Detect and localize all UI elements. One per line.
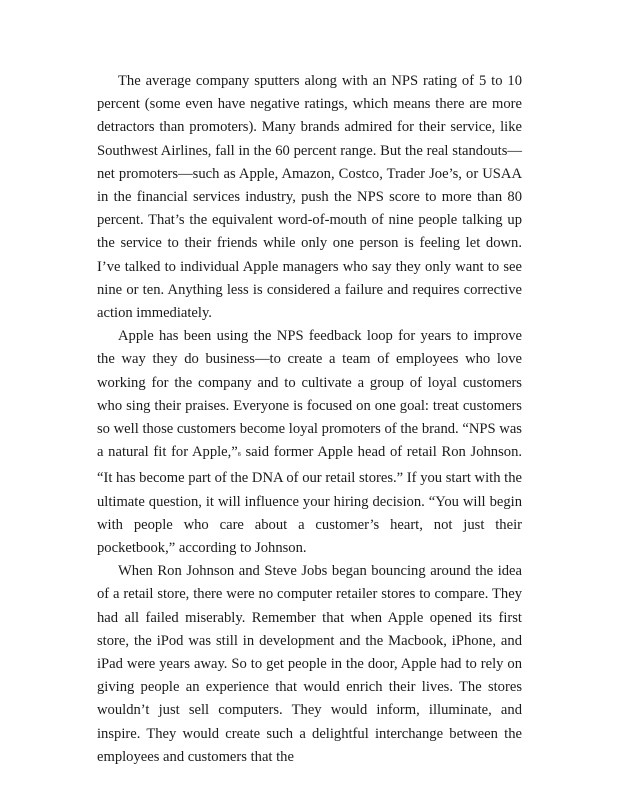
footnote-marker: 8 (237, 452, 241, 459)
paragraph-nps-ratings (97, 70, 522, 325)
document-page (97, 70, 522, 769)
paragraph-text: When Ron Johnson and Steve Jobs began bouncing around the idea of a retail store, there were no computer retailer stores to compare. They had all failed miserably. Remember that when Apple opened its first store, the iPod was still in development and the Macbook, iPhone, and iPad were years away. So to get people in the door, Apple had to rely on giving people an experience that would enrich their lives. The stores wouldn’t just sell computers. They would inform, illuminate, and inspire. They would create such a delightful interchange between the employees and customers that the (97, 563, 522, 765)
paragraph-text: said former Apple head of retail Ron Johnson. “It has become part of the DNA of our retail stores.” If you start with the ultimate question, it will influence your hiring decision. “You will begin with people who care about a customer’s heart, not just their pocketbook,” according to Johnson. (97, 444, 523, 557)
paragraph-retail-store (97, 560, 522, 769)
paragraph-text: The average company sputters along with an NPS rating of 5 to 10 percent (some even have negative ratings, which means there are more detractors than promoters). Many brands admired for their service, like Southwest Airlines, fall in the 60 percent range. But the real standouts—net promoters—such as Apple, Amazon, Costco, Trader Joe’s, or USAA in the financial services industry, push the NPS score to more than 80 percent. That’s the equivalent word-of-mouth of nine people talking up the service to their friends while only one person is feeling let down. I’ve talked to individual Apple managers who say they only want to see nine or ten. Anything less is considered a failure and requires corrective action immediately. (97, 73, 522, 322)
paragraph-text: Apple has been using the NPS feedback loop for years to improve the way they do business—to create a team of employees who love working for the company and to cultivate a group of loyal customers who sing their praises. Everyone is focused on one goal: treat customers so well those customers become loyal promoters of the brand. “NPS was a natural fit for Apple,” (97, 328, 522, 461)
paragraph-nps-feedback-loop (97, 325, 522, 560)
